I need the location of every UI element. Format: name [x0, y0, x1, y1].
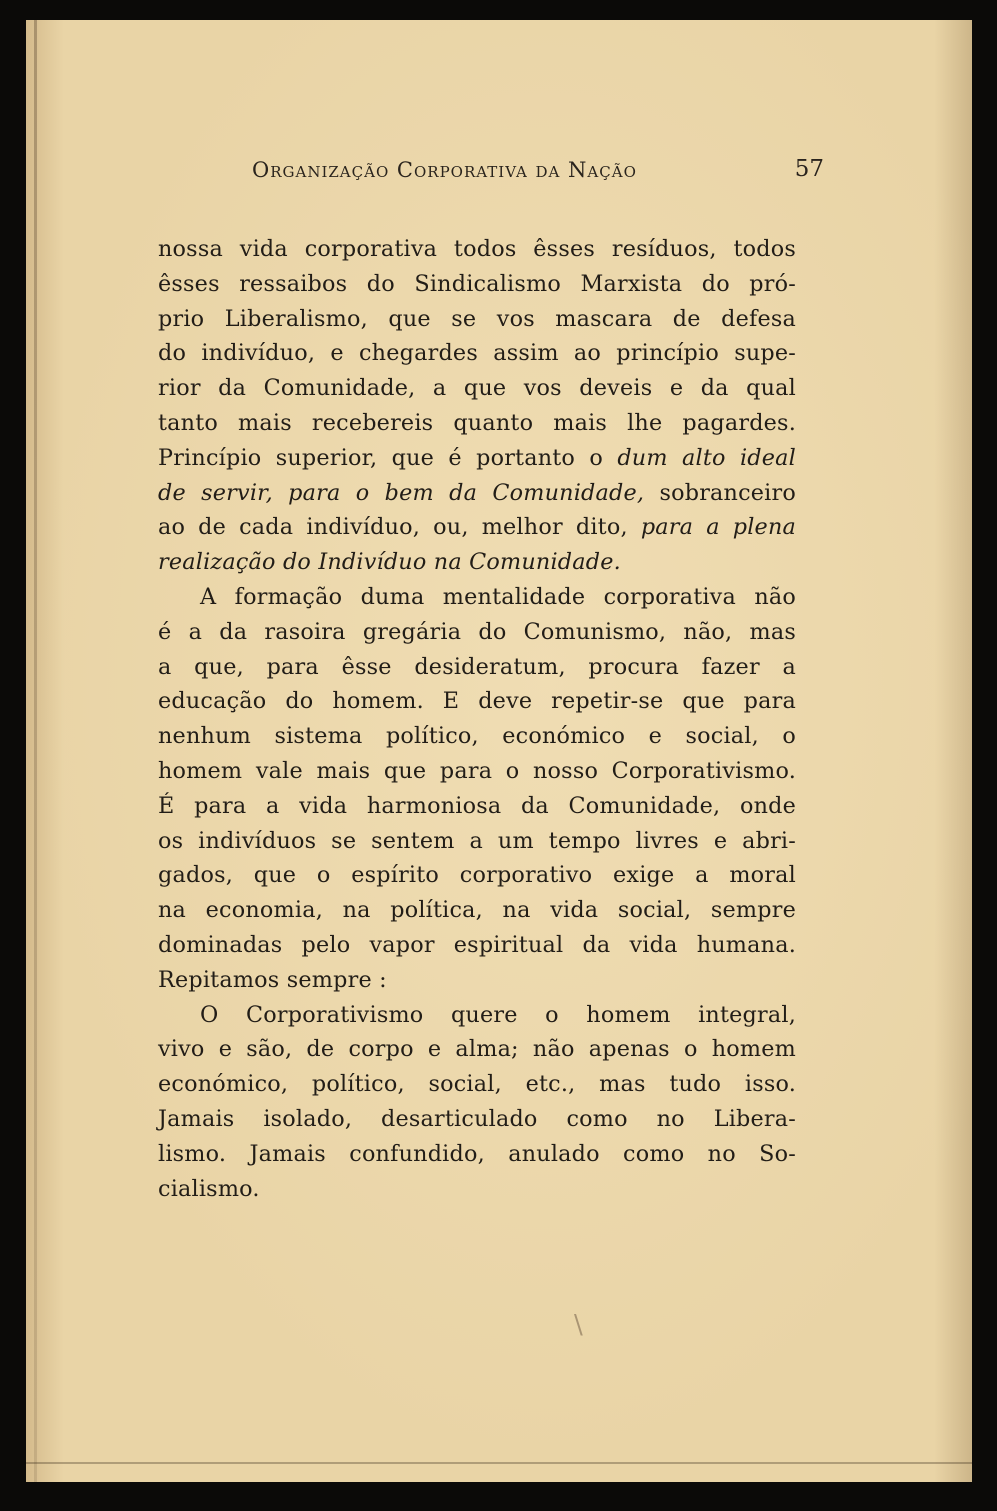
text-line-22: Repitamos sempre :: [158, 966, 387, 993]
text-line-16: homem vale mais que para o nosso Corporativismo.: [158, 757, 796, 784]
text-line-17: É para a vida harmoniosa da Comunidade, onde: [158, 792, 796, 819]
page-edge-bottom: [26, 1462, 972, 1464]
text-line-14: educação do homem. E deve repetir-se que para: [158, 688, 796, 715]
text-line-4: do indivíduo, e chegardes assim ao princípio supe-: [158, 340, 796, 367]
text-line-24: vivo e são, de corpo e alma; não apenas o homem: [158, 1036, 796, 1063]
italic-phrase: para a plena: [640, 514, 797, 541]
text-line-18: os indivíduos se sentem a um tempo livres e abri-: [158, 827, 796, 854]
italic-phrase: realização do Indivíduo na Comunidade.: [158, 549, 621, 576]
text-line-6: tanto mais recebereis quanto mais lhe pagardes.: [158, 409, 796, 436]
book-page: [26, 20, 972, 1482]
text-line-5: rior da Comunidade, a que vos deveis e da qual: [158, 375, 796, 402]
italic-phrase: dum alto ideal: [617, 444, 796, 471]
pencil-mark: \: [574, 1310, 583, 1340]
text-line-3: prio Liberalismo, que se vos mascara de defesa: [158, 305, 796, 332]
text-line-10: [158, 545, 796, 580]
text-line-1: nossa vida corporativa todos êsses resíduos, todos: [158, 236, 796, 262]
text-line-11: A formação duma mentalidade corporativa não: [200, 583, 796, 610]
running-title: Organização Corporativa da Nação: [252, 158, 637, 182]
text-line-2: êsses ressaibos do Sindicalismo Marxista do pró-: [158, 270, 796, 297]
text-line-9: ao de cada indivíduo, ou, melhor dito, para a plena: [158, 514, 797, 541]
text-line-8: de servir, para o bem da Comunidade, sobranceiro: [158, 479, 796, 506]
text-line-21: dominadas pelo vapor espiritual da vida humana.: [158, 931, 796, 958]
text-line-19: gados, que o espírito corporativo exige a moral: [158, 862, 796, 889]
text-line-20: na economia, na política, na vida social, sempre: [158, 897, 796, 924]
text-line-12: é a da rasoira gregária do Comunismo, não, mas: [158, 618, 796, 645]
body-text: [158, 232, 796, 1206]
text-line-25: económico, político, social, etc., mas tudo isso.: [158, 1071, 796, 1098]
text-line-26: Jamais isolado, desarticulado como no Libera-: [158, 1105, 796, 1132]
page-edge-left: [34, 20, 37, 1482]
running-head: [250, 156, 824, 190]
text-line-28: cialismo.: [158, 1175, 260, 1202]
page-number: 57: [794, 156, 824, 182]
text-line-7: Princípio superior, que é portanto o dum alto ideal: [158, 444, 796, 471]
italic-phrase: de servir, para o bem da Comunidade,: [158, 479, 645, 506]
text-line-13: a que, para êsse desideratum, procura fazer a: [158, 653, 796, 680]
text-line-27: lismo. Jamais confundido, anulado como no So-: [158, 1140, 796, 1167]
text-line-15: nenhum sistema político, económico e social, o: [158, 723, 796, 750]
text-line-23: O Corporativismo quere o homem integral,: [200, 1001, 796, 1028]
